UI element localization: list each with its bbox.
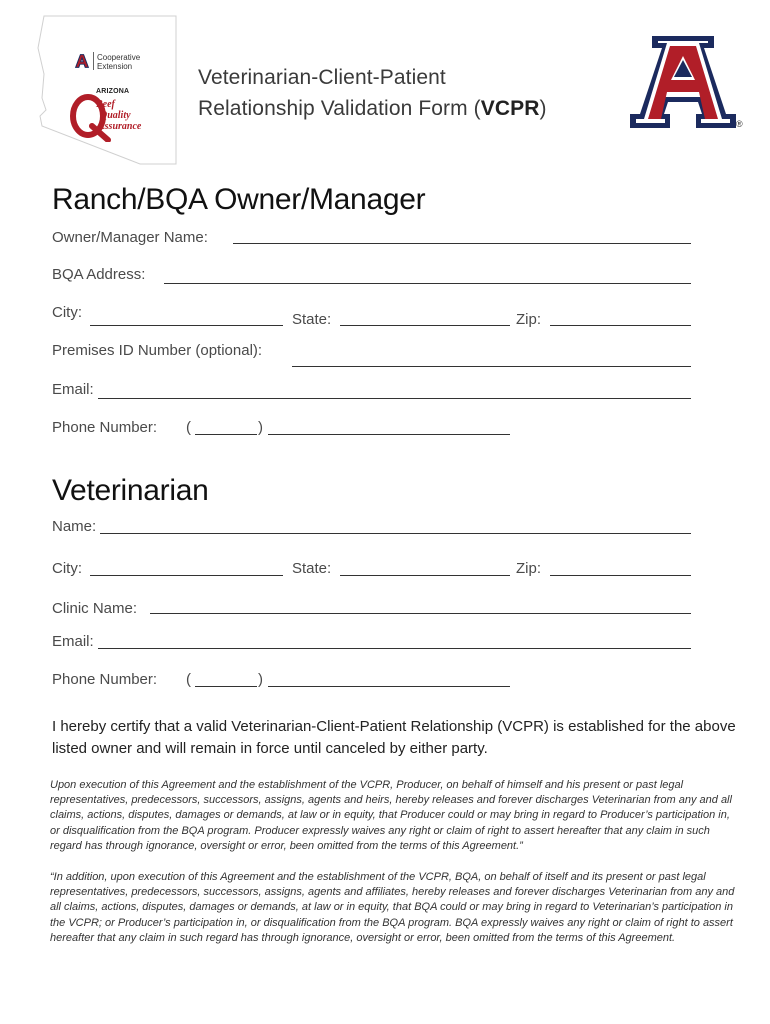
owner-phone-open-paren: ( — [186, 419, 191, 436]
vet-clinic-field[interactable] — [150, 613, 691, 614]
owner-phone-number-field[interactable] — [268, 434, 510, 435]
owner-city-field[interactable] — [90, 325, 283, 326]
form-title-line2 — [198, 97, 547, 121]
legal-release-paragraph-1: Upon execution of this Agreement and the establishment of the VCPR, Producer, on behalf of himself and his present or past legal representatives, predecessors, successors, assigns, agents and heirs, hereby releases and forever discharges Veterinarian from any and all claims, actions, disputes, damages or demands, at law or in equity, that Producer could or may bring in regard to Producer’s participation in, or disqualification from the BQA program. Producer expressly waives any right or claim of right to assert hereafter that any claim in such regard has through ignorance, oversight or error, been omitted from the terms of this Agreement.” — [50, 779, 732, 852]
vet-city-label: City: — [52, 560, 82, 577]
owner-email-label: Email: — [52, 381, 94, 398]
vet-phone-area-code-field[interactable] — [195, 686, 257, 687]
arizona-label: ARIZONA — [96, 88, 130, 95]
vet-phone-close-paren: ) — [258, 671, 263, 688]
certification-statement: I hereby certify that a valid Veterinarian-Client-Patient Relationship (VCPR) is established for the above listed owner and will remain in force until canceled by either party. — [52, 718, 736, 757]
form-title-suffix: ) — [539, 97, 547, 120]
cooperative-extension-logo — [74, 50, 154, 76]
vet-zip-label: Zip: — [516, 560, 542, 577]
vet-name-field[interactable] — [100, 533, 691, 534]
arizona-bqa-logo — [64, 86, 164, 146]
vet-clinic-label: Clinic Name: — [52, 600, 138, 617]
registered-mark: ® — [736, 119, 743, 129]
vet-phone-number-field[interactable] — [268, 686, 510, 687]
owner-premises-field[interactable] — [292, 366, 691, 367]
form-title-vcpr: VCPR — [480, 97, 540, 120]
bqa-quality: Quality — [100, 110, 131, 121]
owner-phone-close-paren: ) — [258, 419, 263, 436]
vet-state-field[interactable] — [340, 575, 510, 576]
vet-name-label: Name: — [52, 518, 97, 535]
owner-name-label: Owner/Manager Name: — [52, 229, 208, 246]
owner-premises-label: Premises ID Number (optional): — [52, 342, 263, 359]
bqa-beef: Beef — [96, 99, 115, 110]
owner-state-field[interactable] — [340, 325, 510, 326]
owner-section-heading: Ranch/BQA Owner/Manager — [52, 183, 426, 216]
owner-email-field[interactable] — [98, 398, 691, 399]
owner-state-label: State: — [292, 311, 332, 328]
vet-phone-label: Phone Number: — [52, 671, 158, 688]
owner-phone-area-code-field[interactable] — [195, 434, 257, 435]
vet-email-label: Email: — [52, 633, 94, 650]
owner-city-label: City: — [52, 304, 82, 321]
vet-section-heading: Veterinarian — [52, 474, 209, 507]
cooperative-label: Cooperative — [97, 53, 141, 62]
ua-mini-icon — [74, 53, 90, 69]
owner-phone-label: Phone Number: — [52, 419, 158, 436]
vet-zip-field[interactable] — [550, 575, 691, 576]
owner-address-label: BQA Address: — [52, 266, 146, 283]
owner-zip-label: Zip: — [516, 311, 542, 328]
vet-state-label: State: — [292, 560, 332, 577]
form-title-line1: Veterinarian-Client-Patient — [198, 66, 446, 89]
vet-email-field[interactable] — [98, 648, 691, 649]
legal-release-paragraph-2: “In addition, upon execution of this Agreement and the establishment of the VCPR, BQA, on behalf of itself and its present or past legal representatives, predecessors, successors, assigns, agents and affiliates, hereby releases and forever discharges Veterinarian from any and all claims, actions, disputes, damages or demands, at law or in equity, that BQA could or may bring in regard to Veterinarian’s participation in the VCPR; or Producer’s participation in, or disqualification from the BQA program. BQA expressly waives any right or claim of right to assert hereafter that any claim in such regard has through ignorance, oversight or error, been omitted from the terms of this Agreement. — [50, 871, 735, 944]
owner-name-field[interactable] — [233, 243, 691, 244]
form-title-prefix: Relationship Validation Form ( — [198, 97, 481, 120]
owner-zip-field[interactable] — [550, 325, 691, 326]
vet-city-field[interactable] — [90, 575, 283, 576]
vet-phone-open-paren: ( — [186, 671, 191, 688]
extension-label: Extension — [97, 62, 133, 71]
bqa-assurance: Assurance — [98, 121, 142, 132]
university-of-arizona-logo — [628, 34, 738, 130]
owner-address-field[interactable] — [164, 283, 691, 284]
